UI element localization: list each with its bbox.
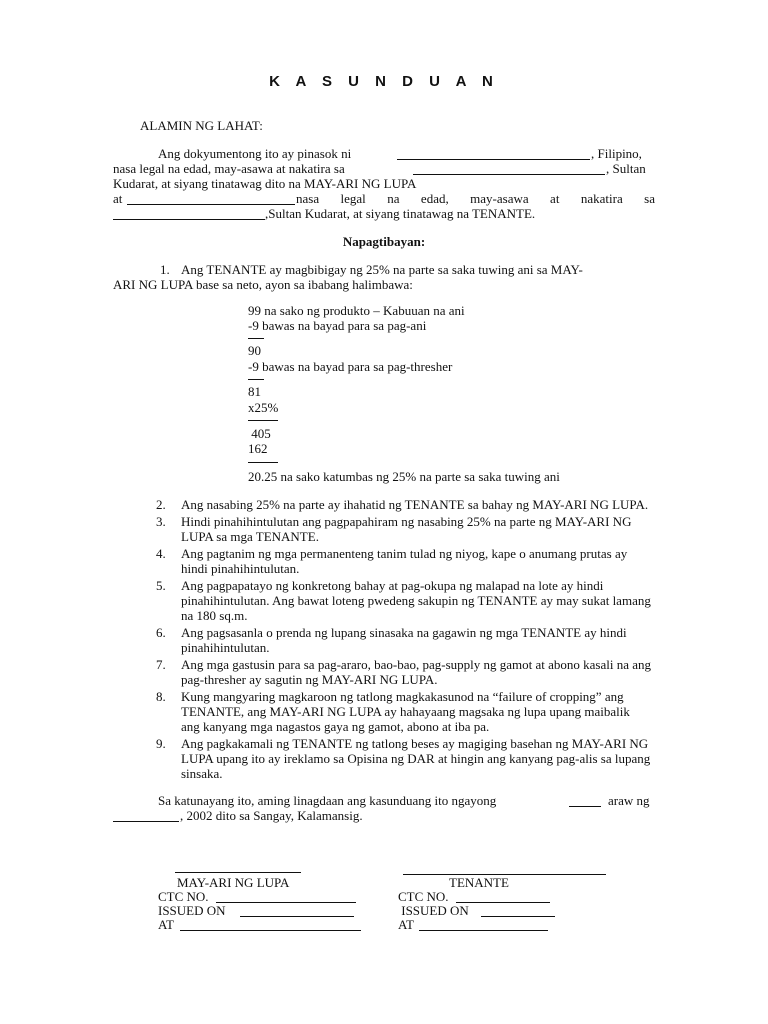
item-1-number: 1. [160, 262, 170, 277]
document-title: K A S U N D U A N [269, 73, 499, 90]
intro-line5: ,Sultan Kudarat, at siyang tinatawag na TENANTE. [265, 206, 536, 221]
tenant-ctc-field[interactable] [456, 890, 550, 903]
closing-line1-end: araw ng [608, 793, 650, 808]
intro-line2-text: nasa legal na edad, may-asawa at nakatira sa [113, 161, 345, 176]
intro-line2-end: , Sultan [606, 161, 646, 176]
list-item: 8. Kung mangyaring magkaroon ng tatlong magkakasunod na “failure of cropping” ang TENANTE, ang MAY-ARI NG LUPA ay hahayaang magsaka ng lupa upang maibalik ang kanyang mga nagastos gaya ng gamot, abono at iba pa. [156, 689, 630, 734]
list-item: 5. Ang pagpapatayo ng konkretong bahay at pag-okupa ng malapad na lote ay hindi pinahihintulutan. Ang bawat loteng pwedeng sakupin ng TENANTE ay may sukat lamang na 180 sq.m. [156, 578, 651, 623]
calc-partial-1: 405 [248, 426, 271, 441]
list-item: 2. Ang nasabing 25% na parte ay ihahatid ng TENANTE sa bahay ng MAY-ARI NG LUPA. [156, 497, 649, 512]
calc-multiplier: x25% [248, 400, 279, 415]
intro-line4-text: nasa legal na edad, may-asawa at nakatira sa [296, 191, 655, 206]
calc-total-harvest: 99 na sako ng produkto – Kabuuan na ani [248, 303, 465, 318]
list-item: 3. Hindi pinahihintulutan ang pagpapahiram ng nasabing 25% na parte ng MAY-ARI NG LUPA sa mga TENANTE. [156, 514, 632, 544]
tenant-issued-label: ISSUED ON [398, 903, 469, 918]
tenant-at-label: AT [398, 917, 414, 932]
owner-issued-label: ISSUED ON [158, 903, 226, 918]
tenant-role-label: TENANTE [449, 875, 509, 890]
owner-signature-line[interactable] [175, 872, 301, 873]
calc-subtotal-2: 81 [248, 384, 261, 399]
calc-rule-2 [248, 379, 264, 380]
calc-thresher-deduction: -9 bawas na bayad para sa pag-thresher [248, 359, 453, 374]
owner-at-label: AT [158, 917, 174, 932]
list-item: 9. Ang pagkakamali ng TENANTE ng tatlong beses ay magiging basehan ng MAY-ARI NG LUPA upang ito ay ireklamo sa Opisina ng DAR at hingin ang kanyang pag-alis sa lupang sinsaka. [156, 736, 651, 781]
closing-line2: , 2002 dito sa Sangay, Kalamansig. [180, 808, 363, 823]
greeting: ALAMIN NG LAHAT: [140, 118, 263, 133]
calc-result: 20.25 na sako katumbas ng 25% na parte sa saka tuwing ani [248, 469, 560, 484]
blank-owner-address[interactable] [413, 162, 605, 175]
blank-month[interactable] [113, 809, 179, 822]
calc-subtotal-1: 90 [248, 343, 261, 358]
blank-tenant-name[interactable] [127, 192, 295, 205]
owner-role-label: MAY-ARI NG LUPA [177, 875, 290, 890]
terms-list [156, 497, 656, 783]
blank-tenant-address[interactable] [113, 207, 265, 220]
tenant-issued-field[interactable] [481, 904, 555, 917]
section-heading: Napagtibayan: [342, 234, 426, 249]
owner-at-field[interactable] [180, 918, 361, 931]
item-1-line1: Ang TENANTE ay magbibigay ng 25% na parte sa saka tuwing ani sa MAY- [181, 262, 583, 277]
calc-rule-4 [248, 462, 278, 463]
owner-ctc-field[interactable] [216, 890, 356, 903]
owner-ctc-label: CTC NO. [158, 889, 209, 904]
owner-issued-field[interactable] [240, 904, 354, 917]
closing-line1-text: Sa katunayang ito, aming linagdaan ang kasunduang ito ngayong [158, 793, 497, 808]
intro-line4-start: at [113, 191, 123, 206]
tenant-at-field[interactable] [419, 918, 548, 931]
intro-line1-text: Ang dokyumentong ito ay pinasok ni [158, 146, 352, 161]
intro-line1-end: , Filipino, [591, 146, 642, 161]
item-1-line2: ARI NG LUPA base sa neto, ayon sa ibabang halimbawa: [113, 277, 413, 292]
list-item: 6. Ang pagsasanla o prenda ng lupang sinasaka na gagawin ng mga TENANTE ay hindi pinahihintulutan. [156, 625, 627, 655]
calc-rule-3 [248, 420, 278, 421]
tenant-ctc-label: CTC NO. [398, 889, 449, 904]
list-item: 4. Ang pagtanim ng mga permanenteng tanim tulad ng niyog, kape o anumang prutas ay hindi pinahihintulutan. [156, 546, 628, 576]
calc-partial-2: 162 [248, 441, 268, 456]
blank-day[interactable] [569, 794, 601, 807]
intro-line3: Kudarat, at siyang tinatawag dito na MAY-ARI NG LUPA [113, 176, 417, 191]
calc-rule-1 [248, 338, 264, 339]
blank-owner-name[interactable] [397, 147, 590, 160]
list-item: 7. Ang mga gastusin para sa pag-araro, bao-bao, pag-supply ng gamot at abono kasali na ang pag-thresher ay sagutin ng MAY-ARI NG LUPA. [156, 657, 652, 687]
calc-harvest-deduction: -9 bawas na bayad para sa pag-ani [248, 318, 427, 333]
